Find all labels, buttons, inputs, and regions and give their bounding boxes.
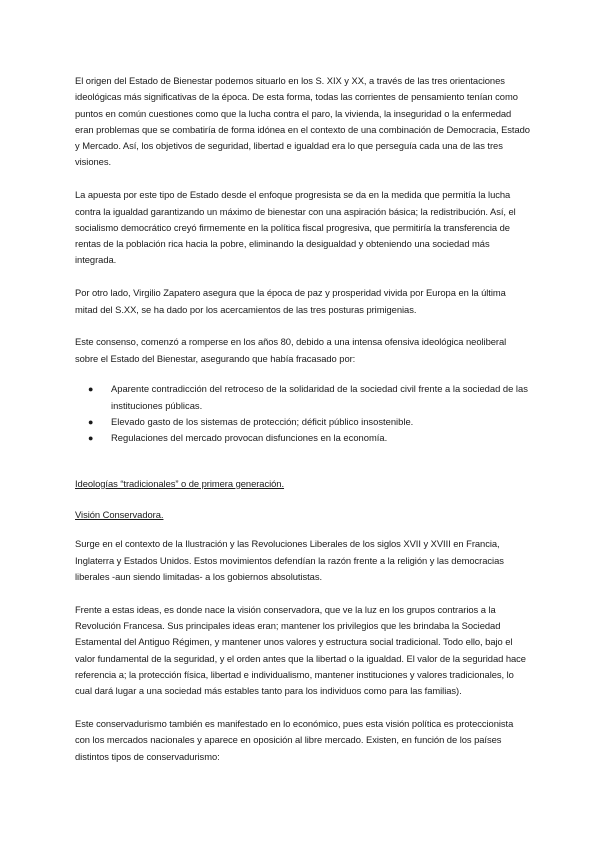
list-item <box>75 381 530 414</box>
spacer <box>75 447 530 476</box>
paragraph-consenso-anos-80: Este consenso, comenzó a romperse en los años 80, debido a una intensa ofensiva ideológica neoliberal sobre el Estado del Bienestar, asegurando que había fracasado por: <box>75 336 507 364</box>
paragraph-nace-vision-conservadora: Frente a estas ideas, es donde nace la visión conservadora, que ve la luz en los grupos contrarios a la Revolución Francesa. Sus principales ideas eran; mantener los privilegios que les brindaba la Sociedad Estamental del Antiguo Régimen, y mantener unos valores y estructura social tradicional. Todo ello, bajo el valor fundamental de la seguridad, y el orden antes que la libertad o la igualdad. El valor de la seguridad hace referencia a; la protección física, libertad e individualismo, mantener instituciones y valores tradicionales, lo cual dará lugar a una sociedad más estables tanto para los individuos como para las familias). <box>75 603 526 697</box>
paragraph-conservadurismo-economico: Este conservadurismo también es manifestado en lo económico, pues esta visión política es proteccionista con los mercados nacionales y aparece en oposición al libre mercado. Existen, en función de los países distintos tipos de conservadurismo: <box>75 717 514 762</box>
list-item <box>75 430 530 446</box>
bullet-icon: ● <box>88 384 94 395</box>
list-item <box>75 414 530 430</box>
list-item-text: Aparente contradicción del retroceso de la solidaridad de la sociedad civil frente a la sociedad de las instituciones públicas. <box>111 383 528 411</box>
spacer <box>75 523 530 536</box>
paragraph-origen-estado-bienestar: El origen del Estado de Bienestar podemos situarlo en los S. XIX y XX, a través de las tres orientaciones ideológicas más significativas de la época. De esta forma, todas las corrientes de pensamiento tenían como puntos en común cuestiones como que la lucha contra el paro, la vivienda, la inseguridad o la enfermedad eran problemas que se combatiría de forma idónea en el contexto de una combinación de Democracia, Estado y Mercado. Así, los objetivos de seguridad, libertad e igualdad era lo que perseguía cada una de las tres visiones. <box>75 75 530 168</box>
bullet-list-fracaso <box>75 381 530 446</box>
list-item-text: Regulaciones del mercado provocan disfunciones en la economía. <box>111 432 388 444</box>
spacer <box>75 492 530 507</box>
paragraph-ilustracion: Surge en el contexto de la Ilustración y las Revoluciones Liberales de los siglos XVII y XVIII en Francia, Inglaterra y Estados Unidos. Estos movimientos defendían la razón frente a la religión y las democracias liberales -aun siendo limitadas- a los gobiernos absolutistas. <box>75 538 504 582</box>
section-heading-ideologias: Ideologías “tradicionales” o de primera generación. <box>75 477 285 489</box>
list-item-text: Elevado gasto de los sistemas de protección; déficit público insostenible. <box>111 416 414 428</box>
bullet-icon: ● <box>88 417 94 428</box>
bullet-icon: ● <box>88 433 94 444</box>
paragraph-enfoque-progresista: La apuesta por este tipo de Estado desde el enfoque progresista se da en la medida que permitía la lucha contra la igualdad garantizando un máximo de bienestar con una aspiración básica; la redistribución. Así, el socialismo democrático creyó firmemente en la política fiscal progresiva, que permitiría la transferencia de rentas de la población rica hacia la pobre, eliminando la desigualdad y obteniendo una sociedad más integrada. <box>75 189 516 266</box>
section-heading-vision-conservadora: Visión Conservadora. <box>75 508 164 520</box>
paragraph-virgilio-zapatero: Por otro lado, Virgilio Zapatero asegura que la época de paz y prosperidad vivida por Europa en la última mitad del S.XX, se ha dado por los acercamientos de las tres posturas primigenias. <box>75 287 506 315</box>
